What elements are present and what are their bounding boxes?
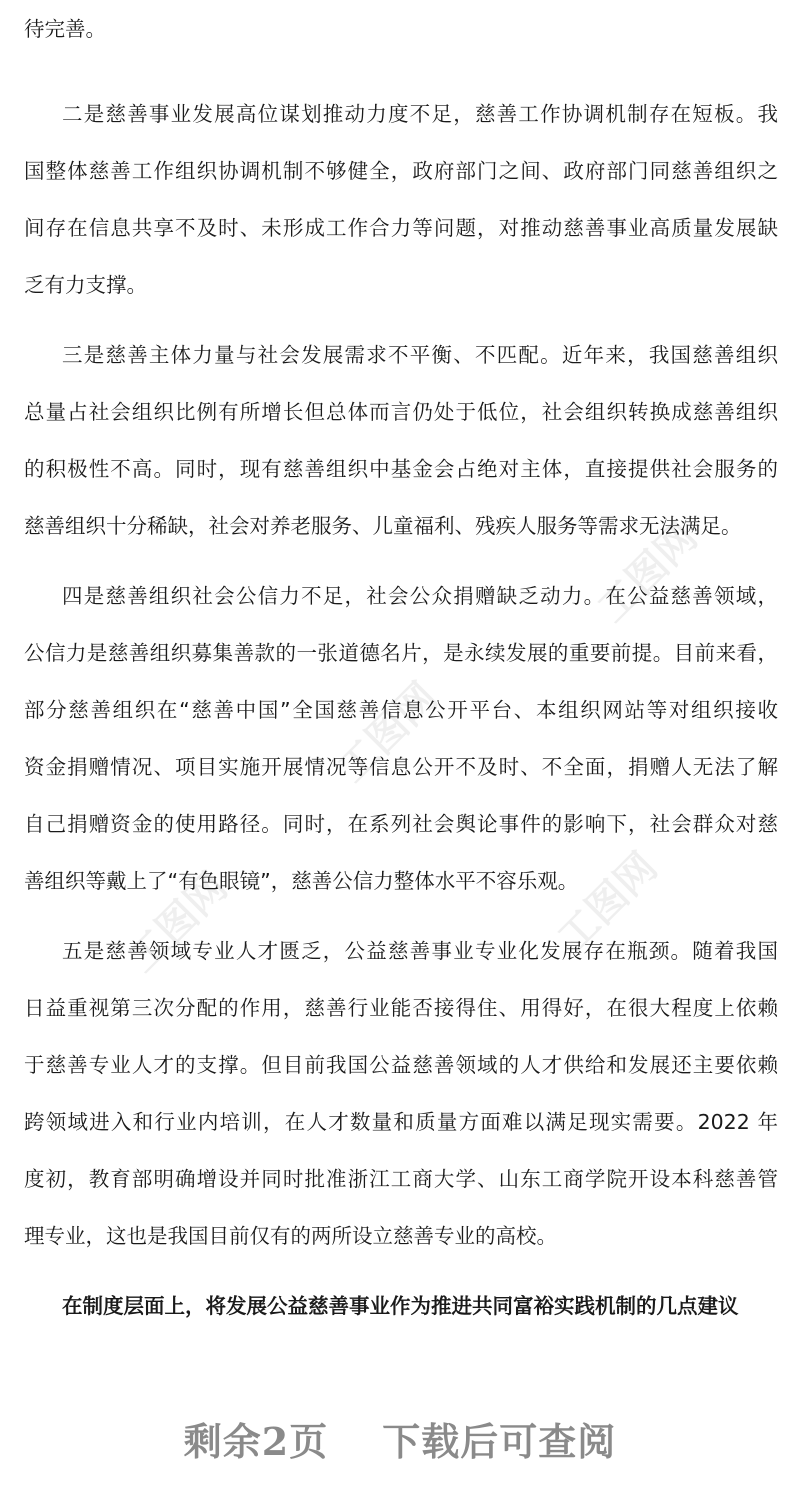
remaining-pages-label: 剩余2页 — [183, 1418, 329, 1464]
text-line: 总量占社会组织比例有所增长但总体而言仍处于低位，社会组织转换成慈善组织 — [24, 400, 778, 424]
text-line: 部分慈善组织在“慈善中国”全国慈善信息公开平台、本组织网站等对组织接收 — [24, 698, 778, 722]
text-line: 国整体慈善工作组织协调机制不够健全，政府部门之间、政府部门同慈善组织之 — [24, 159, 778, 183]
paragraph-first-line: 五是慈善领域专业人才匮乏，公益慈善事业专业化发展存在瓶颈。随着我国 — [62, 939, 778, 963]
text-line: 跨领域进入和行业内培训，在人才数量和质量方面难以满足现实需要。2022 年 — [24, 1110, 778, 1134]
text-line: 资金捐赠情况、项目实施开展情况等信息公开不及时、不全面，捐赠人无法了解 — [24, 755, 778, 779]
text-line: 善组织等戴上了“有色眼镜”，慈善公信力整体水平不容乐观。 — [24, 869, 579, 893]
section-heading: 在制度层面上，将发展公益慈善事业作为推进共同富裕实践机制的几点建议 — [62, 1294, 739, 1318]
text-line: 慈善组织十分稀缺，社会对养老服务、儿童福利、残疾人服务等需求无法满足。 — [24, 514, 742, 538]
paragraph-first-line: 四是慈善组织社会公信力不足，社会公众捐赠缺乏动力。在公益慈善领域， — [62, 584, 778, 608]
text-line: 理专业，这也是我国目前仅有的两所设立慈善专业的高校。 — [24, 1224, 557, 1248]
text-line: 待完善。 — [24, 17, 106, 41]
text-line: 日益重视第三次分配的作用，慈善行业能否接得住、用得好，在很大程度上依赖 — [24, 996, 778, 1020]
download-banner[interactable] — [0, 1408, 800, 1468]
text-line: 于慈善专业人才的支撑。但目前我国公益慈善领域的人才供给和发展还主要依赖 — [24, 1053, 778, 1077]
download-prompt-label[interactable]: 下载后可查阅 — [382, 1418, 617, 1464]
paragraph-first-line: 二是慈善事业发展高位谋划推动力度不足，慈善工作协调机制存在短板。我 — [62, 102, 778, 126]
text-line: 自己捐赠资金的使用路径。同时，在系列社会舆论事件的影响下，社会群众对慈 — [24, 812, 778, 836]
text-line: 间存在信息共享不及时、未形成工作合力等问题，对推动慈善事业高质量发展缺 — [24, 216, 778, 240]
watermark: 工图网 — [329, 674, 446, 791]
paragraph-first-line: 三是慈善主体力量与社会发展需求不平衡、不匹配。近年来，我国慈善组织 — [62, 343, 778, 367]
text-line: 公信力是慈善组织募集善款的一张道德名片，是永续发展的重要前提。目前来看， — [24, 641, 778, 665]
watermark: 工图网 — [589, 514, 706, 631]
text-line: 的积极性不高。同时，现有慈善组织中基金会占绝对主体，直接提供社会服务的 — [24, 457, 778, 481]
watermark: 工图网 — [549, 844, 666, 961]
text-line: 度初，教育部明确增设并同时批准浙江工商大学、山东工商学院开设本科慈善管 — [24, 1167, 778, 1191]
watermark: 工图网 — [119, 864, 236, 981]
text-line: 乏有力支撑。 — [24, 273, 147, 297]
